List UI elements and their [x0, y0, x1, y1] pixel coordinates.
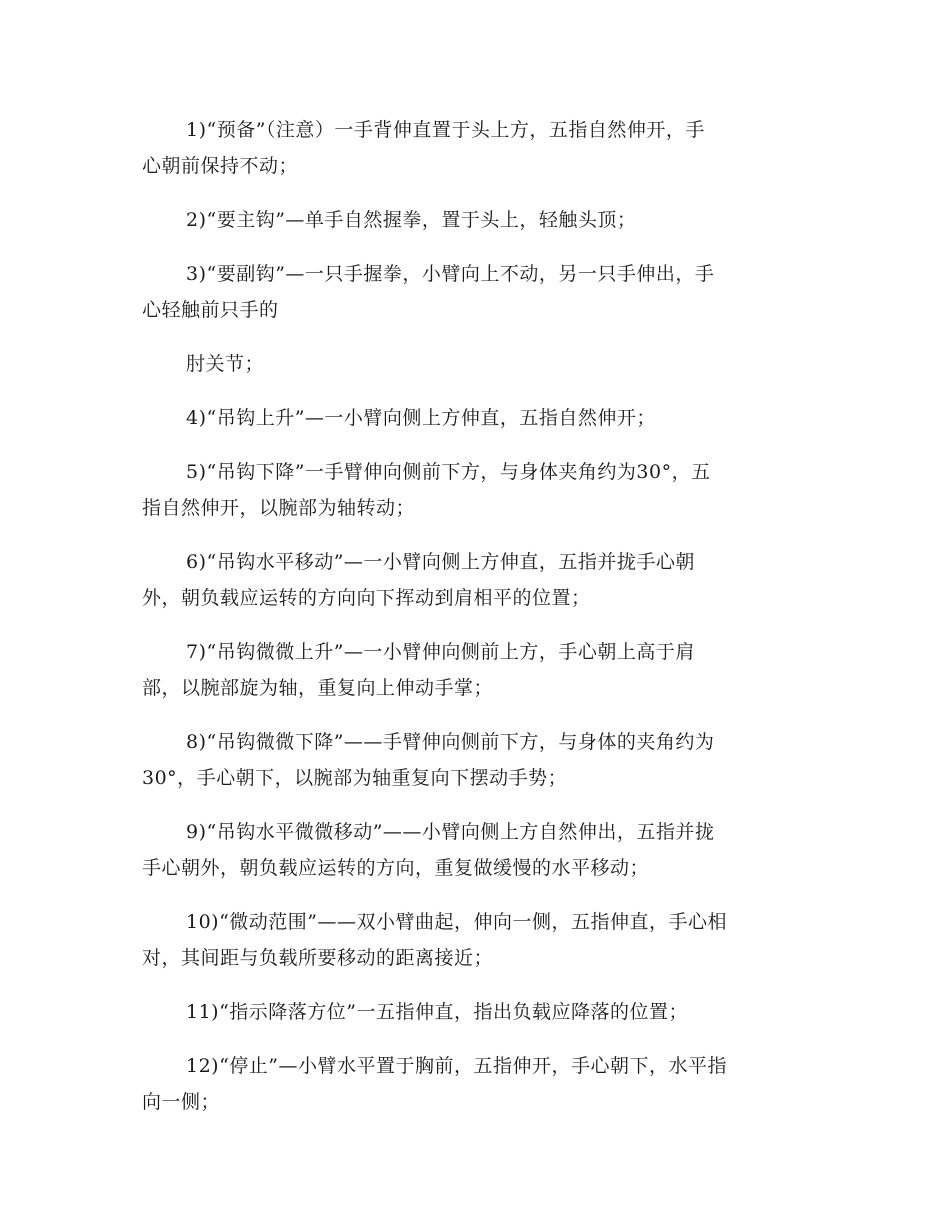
text-line: 8)“吊钩微微下降”——手臂伸向侧前下方，与身体的夹角约为	[186, 731, 715, 753]
text-line: 7)“吊钩微微上升”—一小臂伸向侧前上方，手心朝上高于肩	[186, 641, 695, 663]
paragraph-8	[142, 634, 810, 706]
text-line: 部，以腕部旋为轴，重复向上伸动手掌；	[142, 677, 494, 699]
paragraph-1	[142, 112, 810, 184]
paragraph-11	[142, 904, 810, 976]
text-line: 外，朝负载应运转的方向向下挥动到肩相平的位置；	[142, 587, 591, 609]
paragraph-6	[142, 454, 810, 526]
text-line: 5)“吊钩下降”一手臂伸向侧前下方，与身体夹角约为30°，五	[186, 461, 711, 483]
paragraph-4	[142, 346, 810, 382]
text-line: 4)“吊钩上升”—一小臂向侧上方伸直，五指自然伸开；	[186, 407, 656, 429]
text-line: 9)“吊钩水平微微移动”——小臂向侧上方自然伸出，五指并拢	[186, 821, 715, 843]
paragraph-10	[142, 814, 810, 886]
text-line: 12)“停止”—小臂水平置于胸前，五指伸开，手心朝下，水平指	[186, 1055, 728, 1077]
text-line: 1)“预备”（注意）一手背伸直置于头上方，五指自然伸开，手	[186, 119, 705, 141]
paragraph-12	[142, 994, 810, 1030]
document-body	[142, 112, 810, 1138]
text-line: 2)“要主钩”—单手自然握拳，置于头上，轻触头顶；	[186, 209, 637, 231]
text-line: 6)“吊钩水平移动”—一小臂向侧上方伸直，五指并拢手心朝	[186, 551, 695, 573]
text-line: 30°，手心朝下，以腕部为轴重复向下摆动手势；	[142, 767, 568, 789]
text-line: 心朝前保持不动；	[142, 155, 299, 177]
text-line: 指自然伸开，以腕部为轴转动；	[142, 497, 416, 519]
paragraph-7	[142, 544, 810, 616]
text-line: 11)“指示降落方位”一五指伸直，指出负载应降落的位置；	[186, 1001, 689, 1023]
text-line: 肘关节；	[186, 353, 265, 375]
paragraph-13	[142, 1048, 810, 1120]
text-line: 手心朝外，朝负载应运转的方向，重复做缓慢的水平移动；	[142, 857, 650, 879]
paragraph-9	[142, 724, 810, 796]
paragraph-5	[142, 400, 810, 436]
text-line: 3)“要副钩”—一只手握拳，小臂向上不动，另一只手伸出，手	[186, 263, 715, 285]
paragraph-2	[142, 202, 810, 238]
text-line: 心轻触前只手的	[142, 299, 279, 321]
text-line: 向一侧；	[142, 1091, 221, 1113]
paragraph-3	[142, 256, 810, 328]
text-line: 10)“微动范围”——双小臂曲起，伸向一侧，五指伸直，手心相	[186, 911, 728, 933]
text-line: 对，其间距与负载所要移动的距离接近；	[142, 947, 494, 969]
